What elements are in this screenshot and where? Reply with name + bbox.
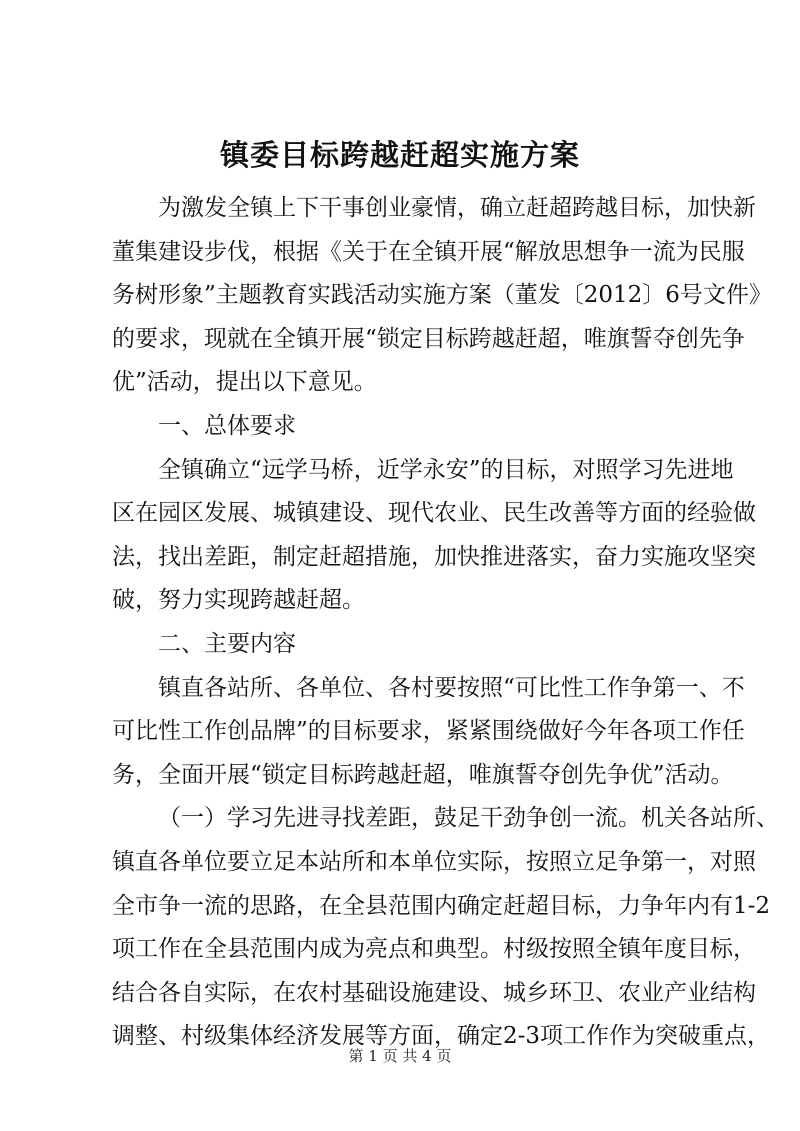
text-line: 结合各自实际，在农村基础设施建设、城乡环卫、农业产业结构: [112, 979, 756, 1006]
text-line: 镇直各单位要立足本站所和本单位实际，按照立足争第一，对照: [112, 848, 756, 875]
text-line: 破，努力实现跨越赶超。: [112, 587, 365, 614]
text-line: 董集建设步伐，根据《关于在全镇开展“解放思想争一流为民服: [112, 238, 745, 265]
page-footer: 第 1 页 共 4 页: [348, 1047, 452, 1065]
section-heading: 一、总体要求: [158, 412, 296, 439]
text-line: 优”活动，提出以下意见。: [112, 369, 377, 396]
document-title: 镇委目标跨越赶超实施方案: [219, 138, 580, 172]
text-line: 区在园区发展、城镇建设、现代农业、民生改善等方面的经验做: [112, 500, 756, 527]
document-body: [112, 187, 779, 1059]
text-line: 全市争一流的思路，在全县范围内确定赶超目标，力争年内有1-2: [112, 892, 771, 919]
text-line: 镇直各站所、各单位、各村要按照“可比性工作争第一、不: [158, 674, 745, 701]
text-line: 项工作在全县范围内成为亮点和典型。村级按照全镇年度目标，: [112, 936, 756, 963]
section-heading: 二、主要内容: [158, 630, 296, 657]
text-line: 为激发全镇上下干事创业豪情，确立赶超跨越目标，加快新: [158, 195, 756, 221]
text-line: （一）学习先进寻找差距，鼓足干劲争创一流。机关各站所、: [158, 805, 779, 832]
text-line: 全镇确立“远学马桥，近学永安”的目标，对照学习先进地: [158, 456, 734, 483]
text-line: 可比性工作创品牌”的目标要求，紧紧围绕做好今年各项工作任: [112, 718, 745, 745]
text-line: 的要求，现就在全镇开展“锁定目标跨越赶超，唯旗誓夺创先争: [112, 325, 745, 352]
text-line: 调整、村级集体经济发展等方面，确定2-3项工作作为突破重点，: [112, 1023, 771, 1050]
text-line: 务，全面开展“锁定目标跨越赶超，唯旗誓夺创先争优”活动。: [112, 761, 734, 788]
text-line: 法，找出差距，制定赶超措施，加快推进落实，奋力实施攻坚突: [112, 543, 756, 570]
text-line: 务树形象”主题教育实践活动实施方案（董发〔2012〕6号文件》: [112, 282, 772, 309]
